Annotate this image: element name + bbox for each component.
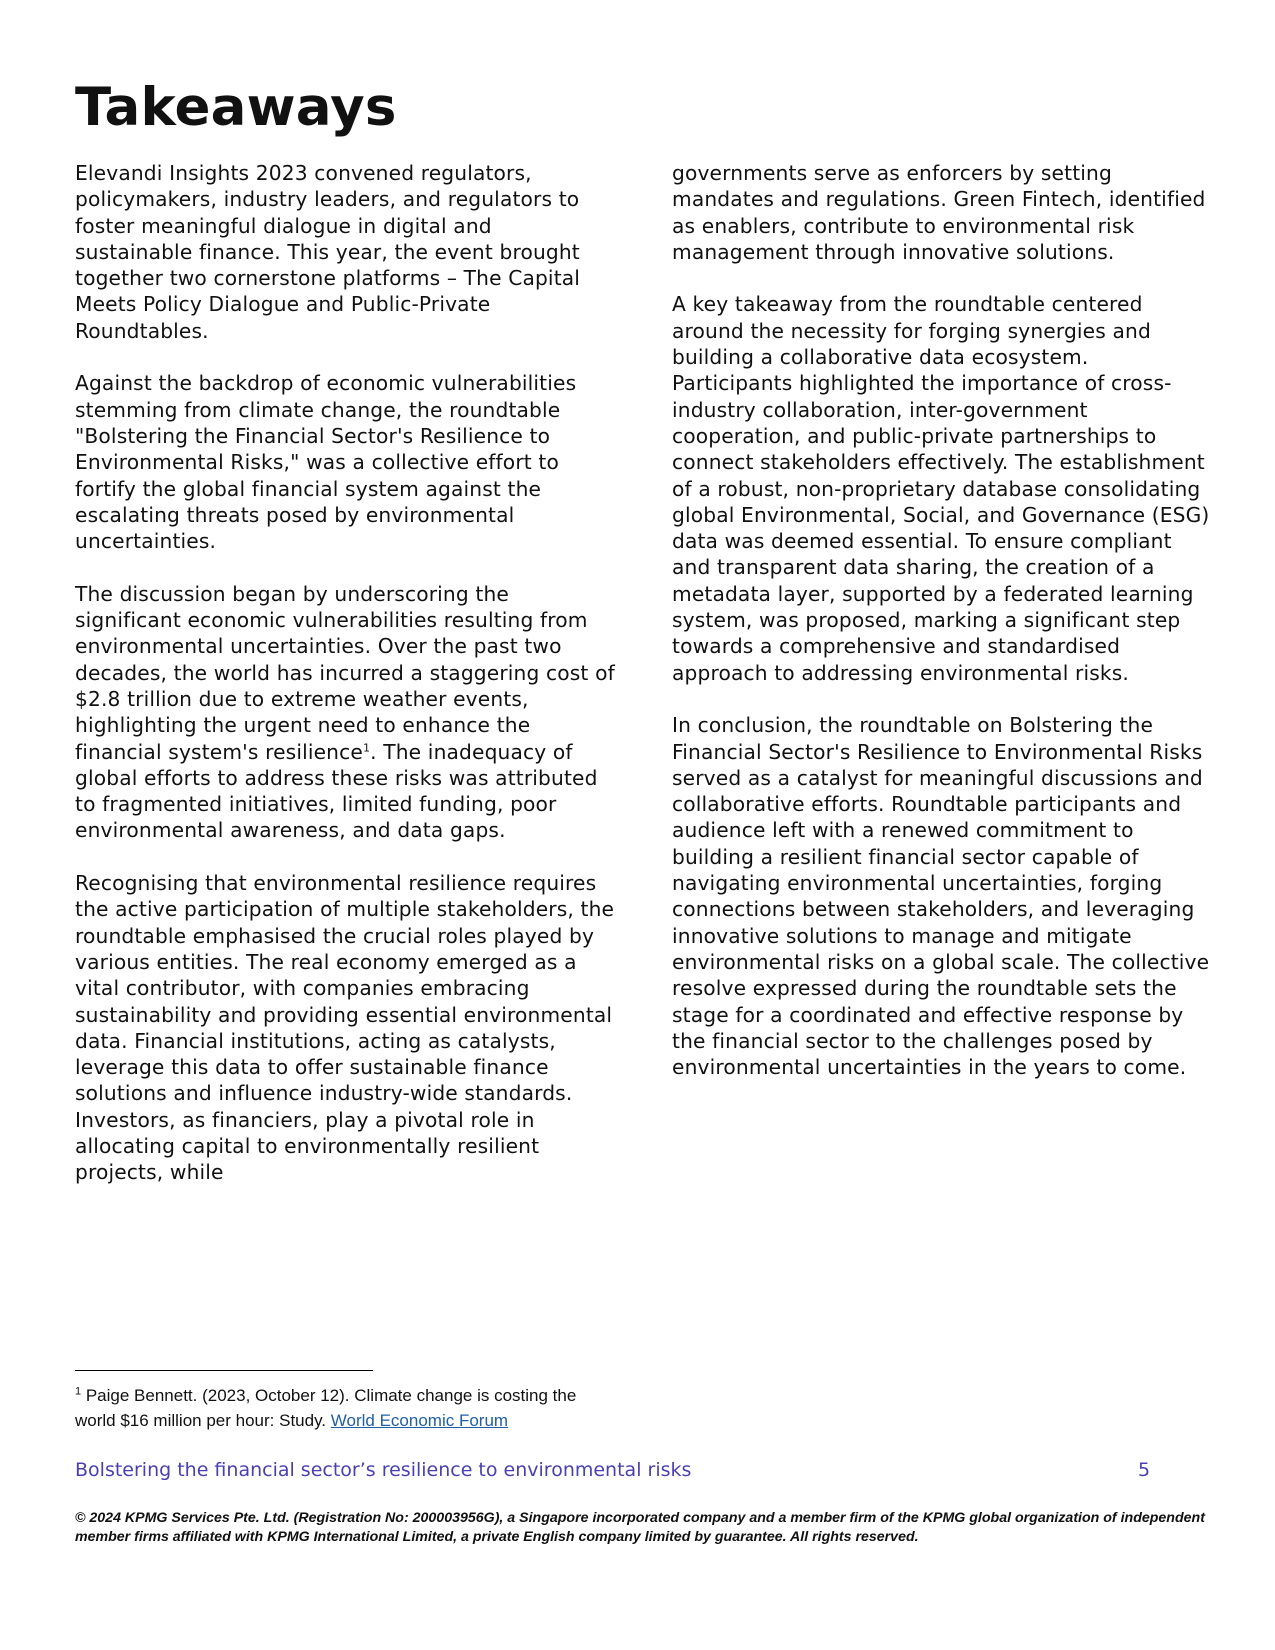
left-column	[75, 160, 615, 1212]
paragraph-text: . The inadequacy of global efforts to address these risks was attributed to fragmented initiatives, limited funding, poor environmental awareness, and data gaps.	[75, 739, 598, 843]
body-paragraph: A key takeaway from the roundtable centered around the necessity for forging synergies and building a collaborative data ecosystem. Participants highlighted the importance of cross-industry collaboration, inter-government cooperation, and public-private partnerships to connect stakeholders effectively. The establishment of a robust, non-proprietary database consolidating global Environmental, Social, and Governance (ESG) data was deemed essential. To ensure compliant and transparent data sharing, the creation of a metadata layer, supported by a federated learning system, was proposed, marking a significant step towards a comprehensive and standardised approach to addressing environmental risks.	[672, 292, 1210, 685]
paragraph-text: The discussion began by underscoring the significant economic vulnerabilities resulting from environmental uncertainties. Over the past two decades, the world has incurred a staggering cost of $2.8 trillion due to extreme weather events, highlighting the urgent need to enhance the financial system's resilience	[75, 581, 615, 764]
footnote-text: Paige Bennett. (2023, October 12). Climate change is costing the world $16 million per hour: Study.	[75, 1386, 577, 1430]
footer-document-title: Bolstering the financial sector’s resilience to environmental risks	[75, 1459, 692, 1481]
copyright-notice: © 2024 KPMG Services Pte. Ltd. (Registration No: 200003956G), a Singapore incorporated company and a member firm of the KPMG global organization of independent member firms affiliated with KPMG International Limited, a private English company limited by guarantee. All rights reserved.	[75, 1510, 1205, 1545]
footnote-reference[interactable]: 1	[362, 740, 371, 754]
footnote	[75, 1383, 615, 1433]
footnote-divider	[75, 1370, 373, 1371]
body-paragraph: governments serve as enforcers by setting mandates and regulations. Green Fintech, identified as enablers, contribute to environmental risk management through innovative solutions.	[672, 161, 1206, 264]
body-paragraph: Elevandi Insights 2023 convened regulators, policymakers, industry leaders, and regulators to foster meaningful dialogue in digital and sustainable finance. This year, the event brought together two cornerstone platforms – The Capital Meets Policy Dialogue and Public-Private Roundtables.	[75, 161, 581, 343]
footnote-link[interactable]: World Economic Forum	[330, 1411, 509, 1430]
body-paragraph	[75, 581, 615, 844]
right-column	[672, 160, 1212, 1107]
body-paragraph: Recognising that environmental resilience requires the active participation of multiple stakeholders, the roundtable emphasised the crucial roles played by various entities. The real economy emerged as a vital contributor, with companies embracing sustainability and providing essential environmental data. Financial institutions, acting as catalysts, leverage this data to offer sustainable finance solutions and influence industry-wide standards. Investors, as financiers, play a pivotal role in allocating capital to environmentally resilient projects, while	[75, 871, 615, 1185]
page-title: Takeaways	[75, 77, 397, 138]
body-paragraph: Against the backdrop of economic vulnerabilities stemming from climate change, the roundtable "Bolstering the Financial Sector's Resilience to Environmental Risks," was a collective effort to fortify the global financial system against the escalating threats posed by environmental uncertainties.	[75, 371, 577, 554]
body-paragraph: In conclusion, the roundtable on Bolstering the Financial Sector's Resilience to Environmental Risks served as a catalyst for meaningful discussions and collaborative efforts. Roundtable participants and audience left with a renewed commitment to building a resilient financial sector capable of navigating environmental uncertainties, forging connections between stakeholders, and leveraging innovative solutions to manage and mitigate environmental risks on a global scale. The collective resolve expressed during the roundtable sets the stage for a coordinated and effective response by the financial sector to the challenges posed by environmental uncertainties in the years to come.	[672, 713, 1210, 1080]
page-number: 5	[1138, 1459, 1151, 1481]
footnote-marker: 1	[75, 1385, 82, 1398]
